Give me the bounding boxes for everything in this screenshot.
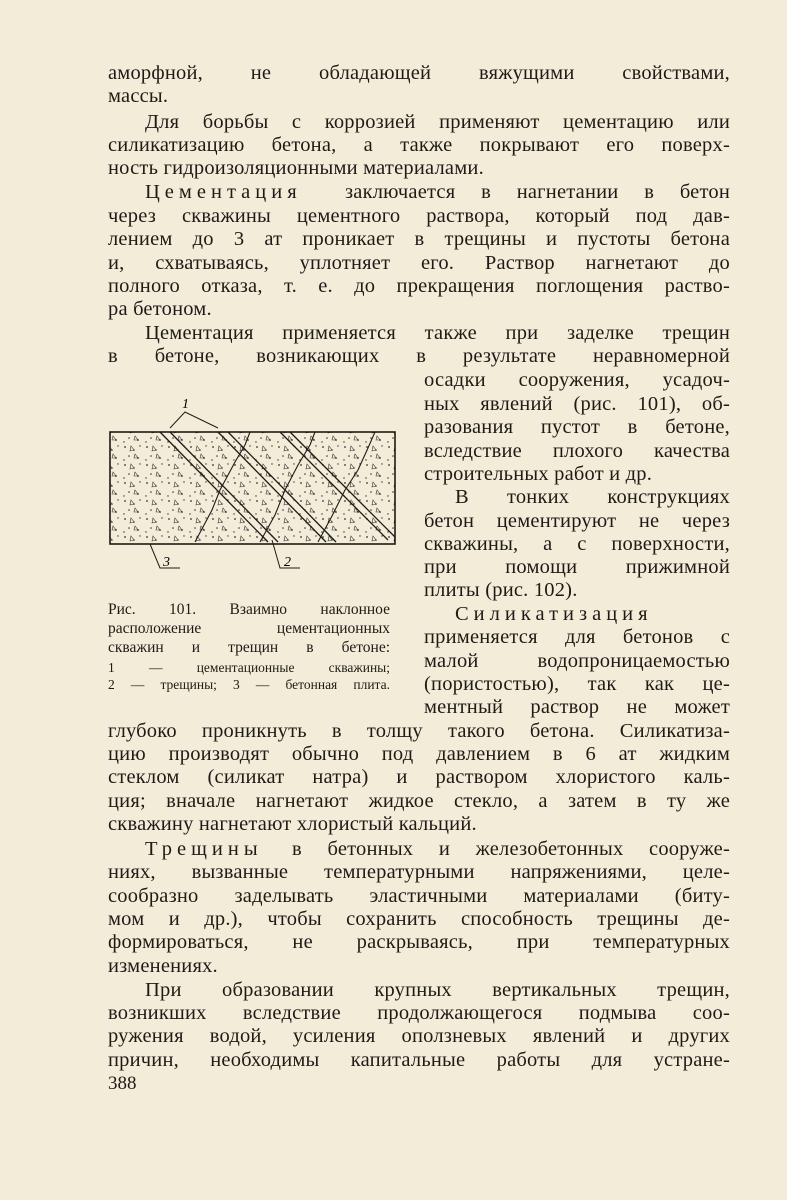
text-line: Для борьбы с коррозией применяют цементацию или <box>145 111 730 133</box>
spaced-term-silicatization: Силикатизация <box>455 603 653 625</box>
text-line: лением до 3 ат проникает в трещины и пустоты бетона <box>108 228 730 250</box>
text-line: вследствие плохого качества <box>424 440 730 462</box>
figure-label-2: 2 <box>284 555 291 570</box>
text-line: причин, необходимы капитальные работы для устране- <box>108 1049 730 1071</box>
figure-legend-line: 1 — цементационные скважины; <box>108 660 390 675</box>
text-line: полного отказа, т. е. до прекращения поглощения раство- <box>108 275 730 297</box>
text-line: в бетонных и железобетонных сооруже- <box>292 838 730 860</box>
text-line: возникших вследствие продолжающегося подмыва соо- <box>108 1002 730 1024</box>
text-line: В тонких конструкциях <box>455 486 730 508</box>
text-line: Цементация применяется также при заделке трещин <box>145 322 730 344</box>
text-line: плиты (рис. 102). <box>424 579 578 601</box>
text-line: через скважины цементного раствора, который под дав- <box>108 205 730 227</box>
figure-caption-line: скважин и трещин в бетоне: <box>108 639 390 656</box>
text-line: скважину нагнетают хлористый кальций. <box>108 813 477 835</box>
text-line: ность гидроизоляционными материалами. <box>108 157 484 179</box>
figure-caption-line: расположение цементационных <box>108 620 390 637</box>
text-line: изменениях. <box>108 955 218 977</box>
text-line: аморфной, не обладающей вяжущими свойствами, <box>108 62 730 84</box>
text-line: ружения водой, усиления оползневых явлений и других <box>108 1025 730 1047</box>
text-line: строительных работ и др. <box>424 463 653 485</box>
text-line: ниях, вызванные температурными напряжениями, целе- <box>108 861 730 883</box>
figure-label-1: 1 <box>182 397 189 412</box>
text-line: массы. <box>108 85 169 107</box>
text-line: формироваться, не раскрываясь, при температурных <box>108 931 730 953</box>
text-line: разования пустот в бетоне, <box>424 416 730 438</box>
figure-101-diagram <box>100 390 410 585</box>
text-line: и, схватываясь, уплотняет его. Раствор нагнетают до <box>108 252 730 274</box>
text-line: цию производят обычно под давлением в 6 ат жидким <box>108 743 730 765</box>
text-line: заключается в нагнетании в бетон <box>345 181 730 203</box>
figure-caption-line: Рис. 101. Взаимно наклонное <box>108 601 390 618</box>
text-line: при помощи прижимной <box>424 556 730 578</box>
text-line: ных явлений (рис. 101), об- <box>424 393 730 415</box>
text-line: мом и др.), чтобы сохранить способность трещины де- <box>108 908 730 930</box>
concrete-slab <box>110 432 395 544</box>
text-line: ция; вначале нагнетают жидкое стекло, а затем в ту же <box>108 790 730 812</box>
text-line: силикатизацию бетона, а также покрывают его поверх- <box>108 134 730 156</box>
page-number: 388 <box>108 1073 137 1094</box>
text-line: стеклом (силикат натра) и раствором хлористого каль- <box>108 766 730 788</box>
text-line: малой водопроницаемостью <box>424 650 730 672</box>
text-line: При образовании крупных вертикальных трещин, <box>145 979 730 1001</box>
text-line: ментный раствор не может <box>424 696 730 718</box>
text-line: сообразно заделывать эластичными материалами (биту- <box>108 885 730 907</box>
text-line: глубоко проникнуть в толщу такого бетона. Силикатиза- <box>108 720 730 742</box>
text-line: применяется для бетонов с <box>424 626 730 648</box>
text-line: ра бетоном. <box>108 298 212 320</box>
text-line: в бетоне, возникающих в результате неравномерной <box>108 345 730 367</box>
text-line: скважины, а с поверхности, <box>424 533 730 555</box>
spaced-term-cracks: Трещины <box>145 838 263 860</box>
text-line: осадки сооружения, усадоч- <box>424 369 730 391</box>
text-line: бетон цементируют не через <box>424 510 730 532</box>
text-line: (пористостью), так как це- <box>424 673 730 695</box>
figure-legend-line: 2 — трещины; 3 — бетонная плита. <box>108 677 390 692</box>
figure-label-3: 3 <box>163 555 170 570</box>
spaced-term-cementation: Цементация <box>145 181 302 203</box>
